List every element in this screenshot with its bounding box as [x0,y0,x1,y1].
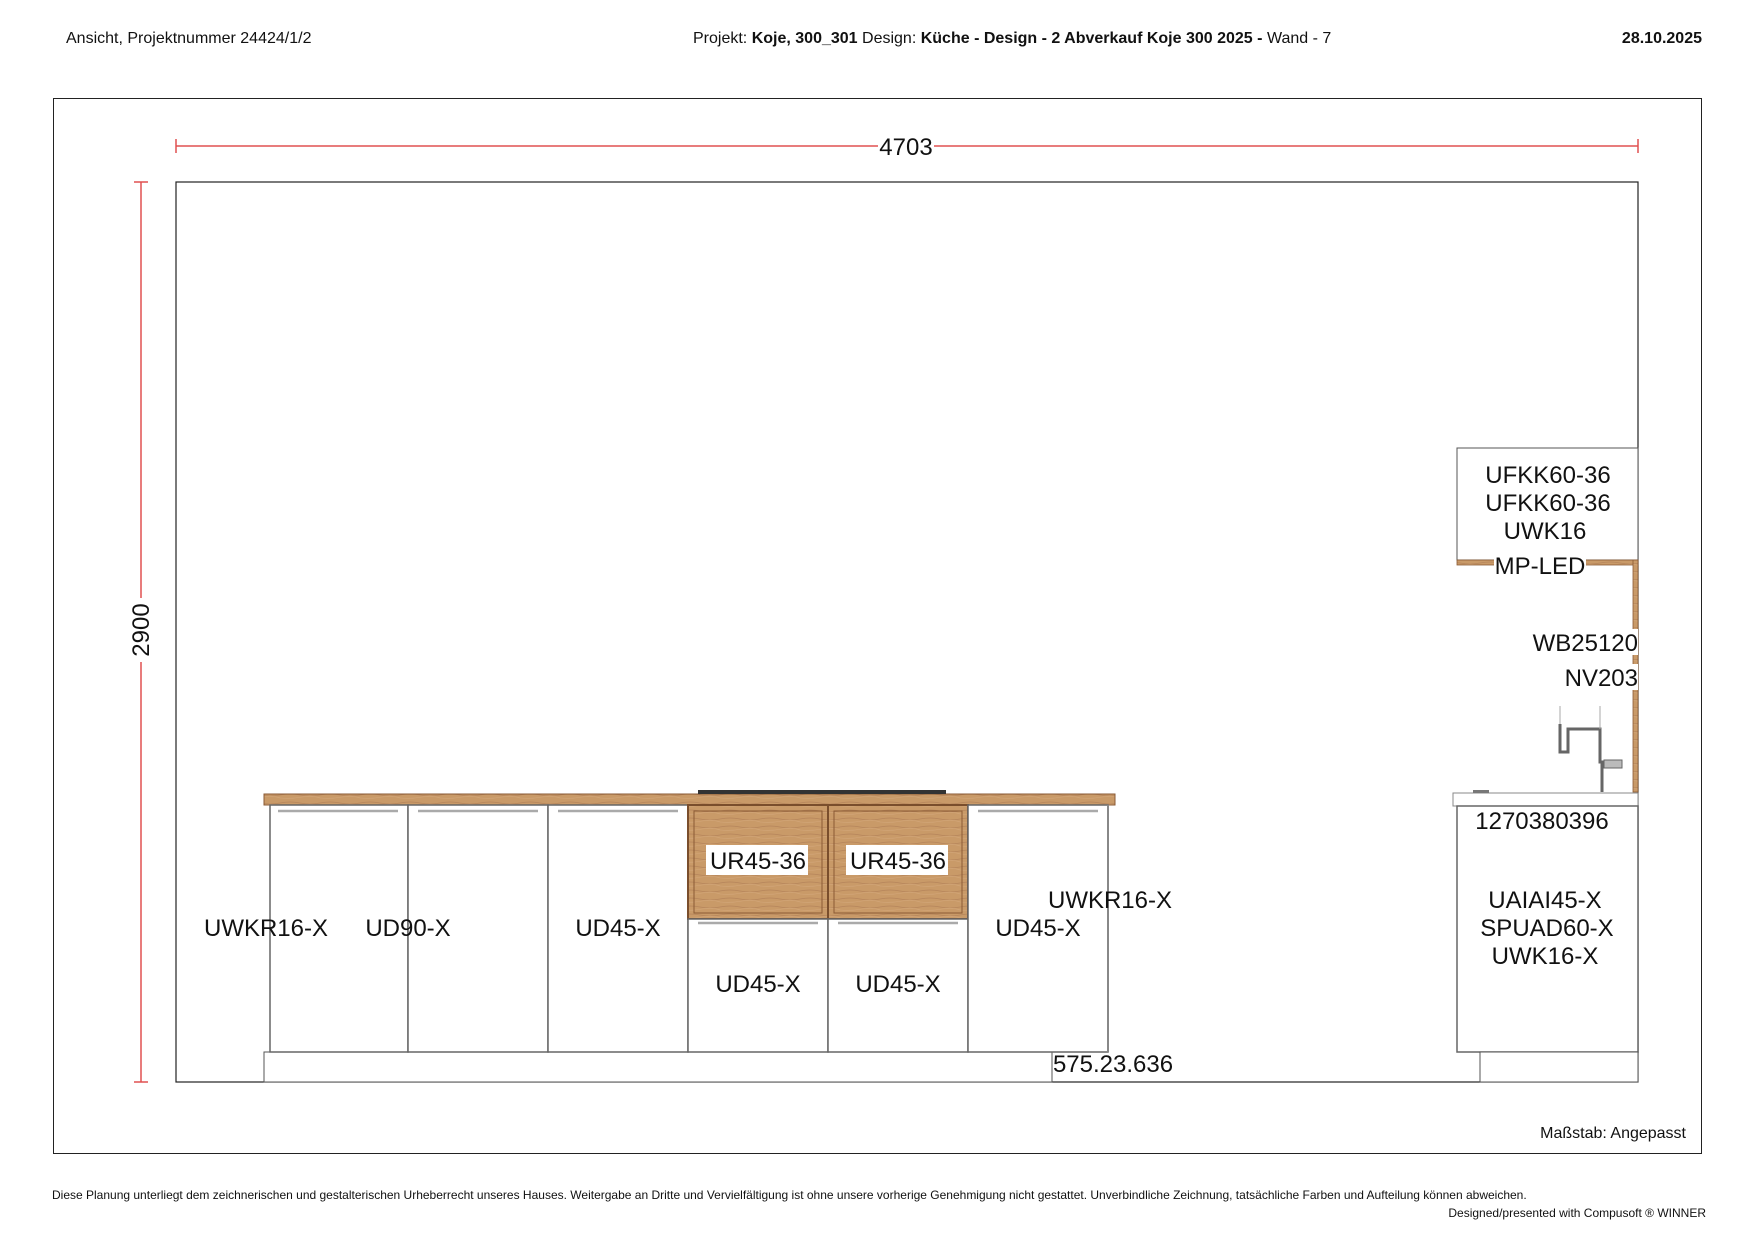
wall-label: Wand - 7 [1266,30,1332,47]
label-ur45-b: UR45-36 [849,848,947,875]
label-ur45-a: UR45-36 [709,848,807,875]
design-name: Küche - Design - 2 Abverkauf Koje 300 2025 [920,30,1253,47]
label-uwkr16-left: UWKR16-X [203,915,329,942]
label-nv: NV203 [1564,665,1638,692]
sink-worktop [1453,793,1638,806]
project-label: Projekt: [693,30,748,47]
worktop [264,794,1115,805]
label-wb: WB25120 [1532,630,1638,657]
label-ud90: UD90-X [365,915,451,942]
design-label: Design: [862,30,917,47]
faucet [1560,724,1602,792]
copyright-disclaimer: Diese Planung unterliegt dem zeichnerischen und gestalterischen Urheberrecht unseres Hauses. Weitergabe an Dritte und Vervielfältigung ist ohne unsere vorherige Genehmigung nicht gestattet. Unverbindliche Zeichnung, tatsächliche Farben und Aufteilung können abweichen. [52,1188,1527,1202]
wall-separator: - [1257,30,1263,47]
label-ufkk-2: UFKK60-36 [1485,490,1611,517]
plinth [264,1052,1052,1082]
cooktop [698,790,946,794]
label-mp-led: MP-LED [1494,553,1586,580]
software-credit: Designed/presented with Compusoft ® WINNER [1448,1206,1706,1220]
project-name: Koje, 300_301 [751,30,858,47]
header-date: 28.10.2025 [1621,30,1702,47]
label-spuad: SPUAD60-X [1480,915,1614,942]
label-sink-code: 1270380396 [1475,808,1609,835]
label-uwkr16-right: UWKR16-X [1047,887,1173,914]
label-uwk16: UWK16 [1503,518,1587,545]
label-ud45-d: UD45-X [995,915,1081,942]
scale-label: Maßstab: Angepasst [1540,1125,1686,1142]
header-project-number: Ansicht, Projektnummer 24424/1/2 [66,30,312,47]
height-dimension-label: 2900 [128,603,155,657]
label-plinth-code: 575.23.636 [1052,1051,1174,1078]
label-ud45-c: UD45-X [855,971,941,998]
label-uwk16x: UWK16-X [1491,943,1599,970]
label-ufkk-1: UFKK60-36 [1485,462,1611,489]
width-dimension-label: 4703 [879,134,933,161]
label-ud45-a: UD45-X [575,915,661,942]
right-plinth [1480,1052,1638,1082]
label-uaiai: UAIAI45-X [1488,887,1602,914]
label-ud45-b: UD45-X [715,971,801,998]
